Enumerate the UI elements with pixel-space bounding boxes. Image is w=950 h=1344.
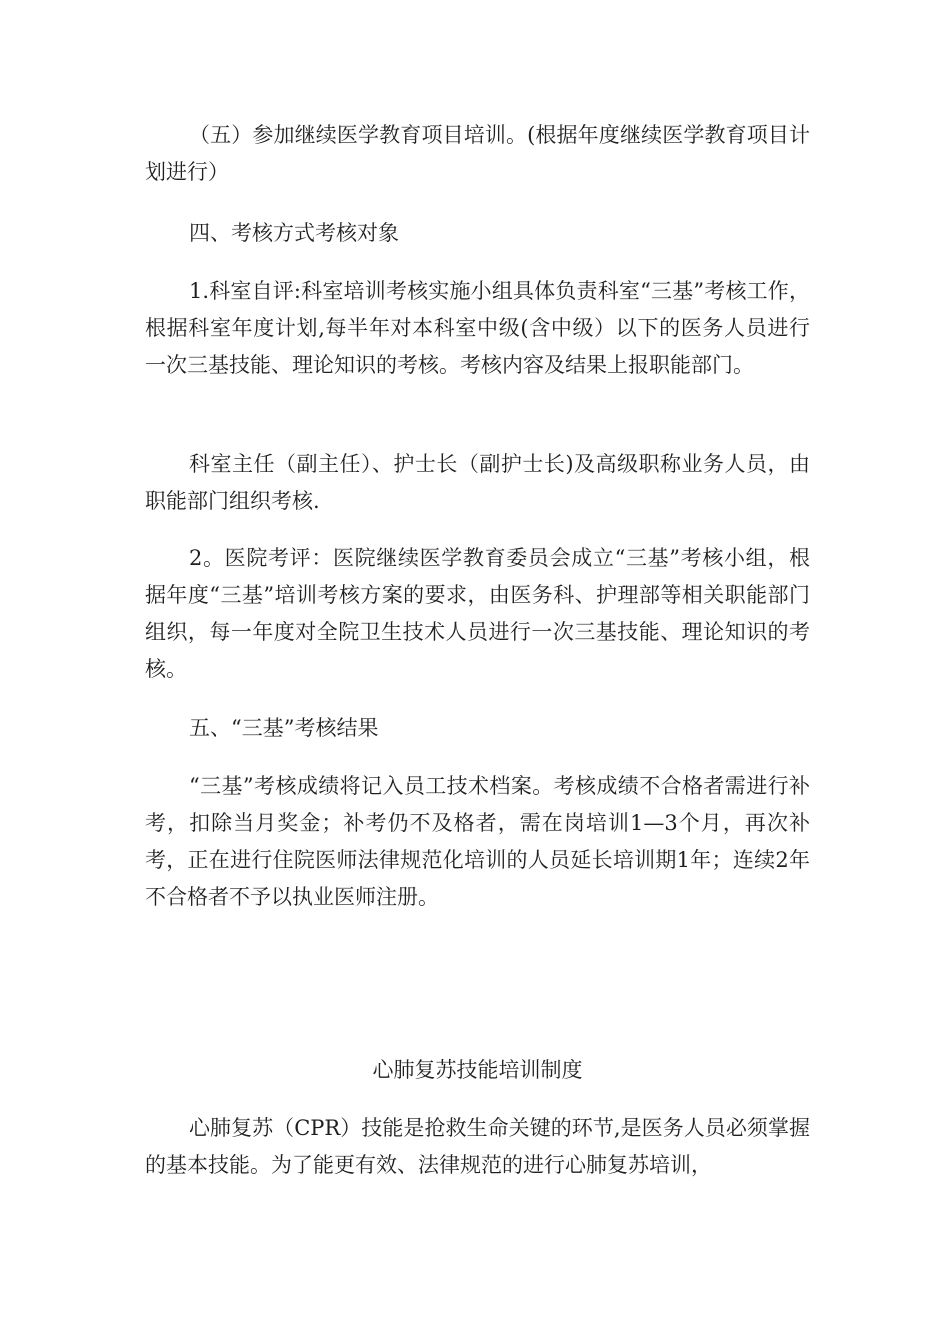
paragraph-cpr-intro: 心肺复苏（CPR）技能是抢救生命关键的环节,是医务人员必须掌握的基本技能。为了能更有效、法律规范的进行心肺复苏培训， [145, 1116, 810, 1177]
paragraph-exam-results: “三基”考核成绩将记入员工技术档案。考核成绩不合格者需进行补考，扣除当月奖金；补考仍不及格者，需在岗培训1—3个月，再次补考，正在进行住院医师法律规范化培训的人员延长培训期1年；连续2年不合格者不予以执业医师注册。 [145, 774, 810, 909]
paragraph-self-evaluation: 1.科室自评:科室培训考核实施小组具体负责科室“三基”考核工作，根据科室年度计划,每半年对本科室中级(含中级）以下的医务人员进行一次三基技能、理论知识的考核。考核内容及结果上报职能部门。 [145, 279, 810, 377]
paragraph-item-5: （五）参加继续医学教育项目培训。(根据年度继续医学教育项目计划进行） [145, 123, 810, 184]
document-title: 心肺复苏技能培训制度 [372, 1058, 583, 1082]
section-heading-4: 四、考核方式考核对象 [189, 221, 399, 245]
section-heading-5: 五、“三基”考核结果 [189, 716, 379, 740]
paragraph-senior-staff: 科室主任（副主任）、护士长（副护士长)及高级职称业务人员，由职能部门组织考核. [145, 452, 810, 513]
paragraph-hospital-evaluation: 2。医院考评：医院继续医学教育委员会成立“三基”考核小组，根据年度“三基”培训考核方案的要求，由医务科、护理部等相关职能部门组织，每一年度对全院卫生技术人员进行一次三基技能、理论知识的考核。 [145, 546, 810, 681]
